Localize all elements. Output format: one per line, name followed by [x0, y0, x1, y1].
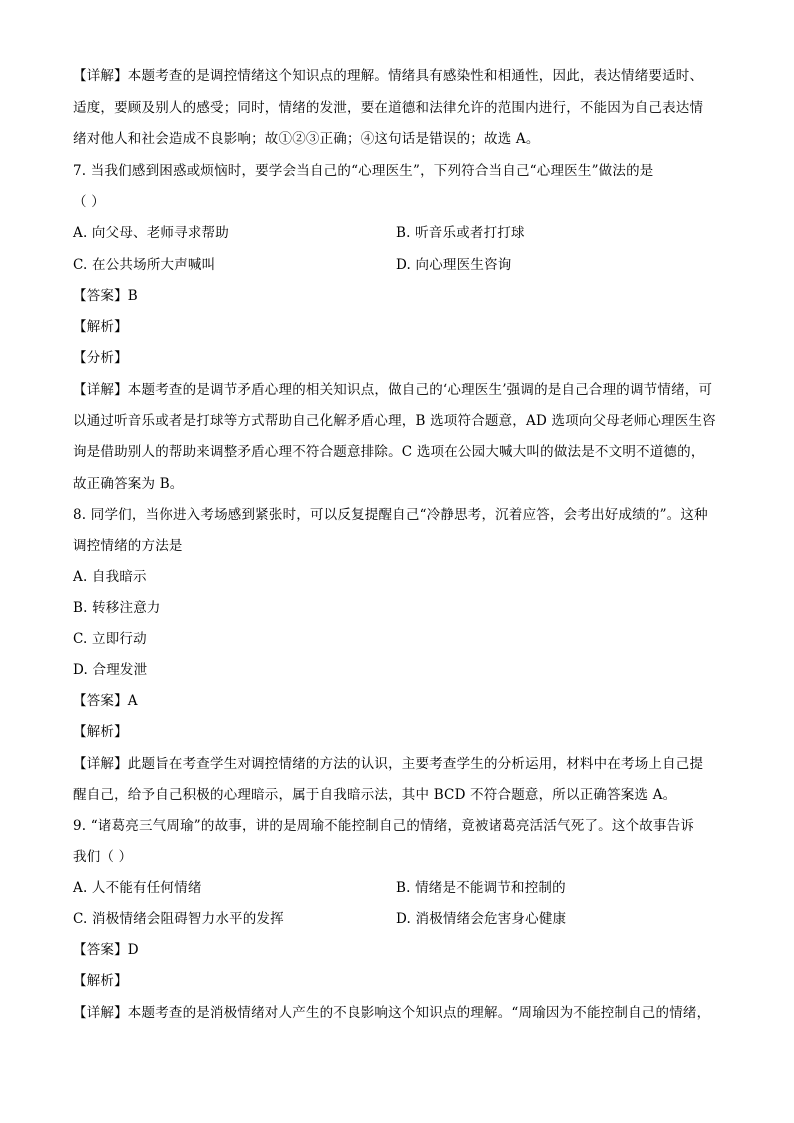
q7-option-d: D. 向心理医生咨询	[396, 257, 512, 273]
q9-option-d: D. 消极情绪会危害身心健康	[396, 911, 567, 927]
prev-detail-line-1: 【详解】本题考查的是调控情绪这个知识点的理解。情绪具有感染性和相通性，因此，表达情绪要适时、	[73, 68, 704, 84]
q8-answer: 【答案】A	[73, 693, 138, 709]
q8-option-d: D. 合理发泄	[73, 662, 148, 678]
q7-option-a: A. 向父母、老师寻求帮助	[73, 225, 229, 241]
q9-detail-line-1: 【详解】本题考查的是消极情绪对人产生的不良影响这个知识点的理解。“周瑜因为不能控制自己的情绪，	[73, 1005, 711, 1021]
q9-answer: 【答案】D	[73, 942, 139, 958]
q7-detail-line-1: 【详解】本题考查的是调节矛盾心理的相关知识点，做自己的‘心理医生’强调的是自己合理的调节情绪，可	[73, 382, 713, 398]
q8-detail-line-1: 【详解】此题旨在考查学生对调控情绪的方法的认识，主要考查学生的分析运用，材料中在考场上自己提	[73, 756, 704, 772]
q8-option-a: A. 自我暗示	[73, 569, 147, 585]
q9-jiexi: 【解析】	[73, 973, 128, 989]
prev-detail-line-3: 绪对他人和社会造成不良影响；故①②③正确；④这句话是错误的；故选 A。	[73, 131, 540, 147]
prev-detail-line-2: 适度，要顾及别人的感受；同时，情绪的发泄，要在道德和法律允许的范围内进行，不能因为自己表达情	[73, 100, 704, 116]
q9-option-a: A. 人不能有任何情绪	[73, 880, 202, 896]
q8-jiexi: 【解析】	[73, 724, 128, 740]
q7-fenxi: 【分析】	[73, 350, 128, 366]
q7-detail-line-4: 故正确答案为 B。	[73, 476, 184, 492]
q7-blank: （ ）	[73, 194, 105, 210]
q7-detail-line-2: 以通过听音乐或者是打球等方式帮助自己化解矛盾心理，B 选项符合题意，AD 选项向父母老师心理医生咨	[73, 413, 716, 429]
q8-detail-line-2: 醒自己，给予自己积极的心理暗示，属于自我暗示法，其中 BCD 不符合题意，所以正确答案选 A。	[73, 787, 677, 803]
q9-stem-line-1: 9. “诸葛亮三气周瑜”的故事，讲的是周瑜不能控制自己的情绪，竟被诸葛亮活活气死了。这个故事告诉	[73, 818, 695, 834]
q8-stem-line-2: 调控情绪的方法是	[73, 538, 183, 554]
q7-answer: 【答案】B	[73, 288, 138, 304]
q9-option-b: B. 情绪是不能调节和控制的	[396, 880, 566, 896]
q8-option-c: C. 立即行动	[73, 631, 147, 647]
q7-stem: 7. 当我们感到困惑或烦恼时，要学会当自己的“心理医生”，下列符合当自己“心理医生”做法的是	[73, 163, 654, 179]
q7-jiexi: 【解析】	[73, 319, 128, 335]
q8-option-b: B. 转移注意力	[73, 600, 161, 616]
q7-detail-line-3: 询是借助别人的帮助来调整矛盾心理不符合题意排除。C 选项在公园大喊大叫的做法是不文明不道德的，	[73, 444, 705, 460]
q7-option-c: C. 在公共场所大声喊叫	[73, 257, 216, 273]
q8-stem-line-1: 8. 同学们，当你进入考场感到紧张时，可以反复提醒自己“冷静思考，沉着应答，会考出好成绩的”。这种	[73, 507, 708, 523]
q9-option-c: C. 消极情绪会阻碍智力水平的发挥	[73, 911, 284, 927]
q9-stem-line-2: 我们（ ）	[73, 849, 133, 865]
q7-option-b: B. 听音乐或者打打球	[396, 225, 525, 241]
